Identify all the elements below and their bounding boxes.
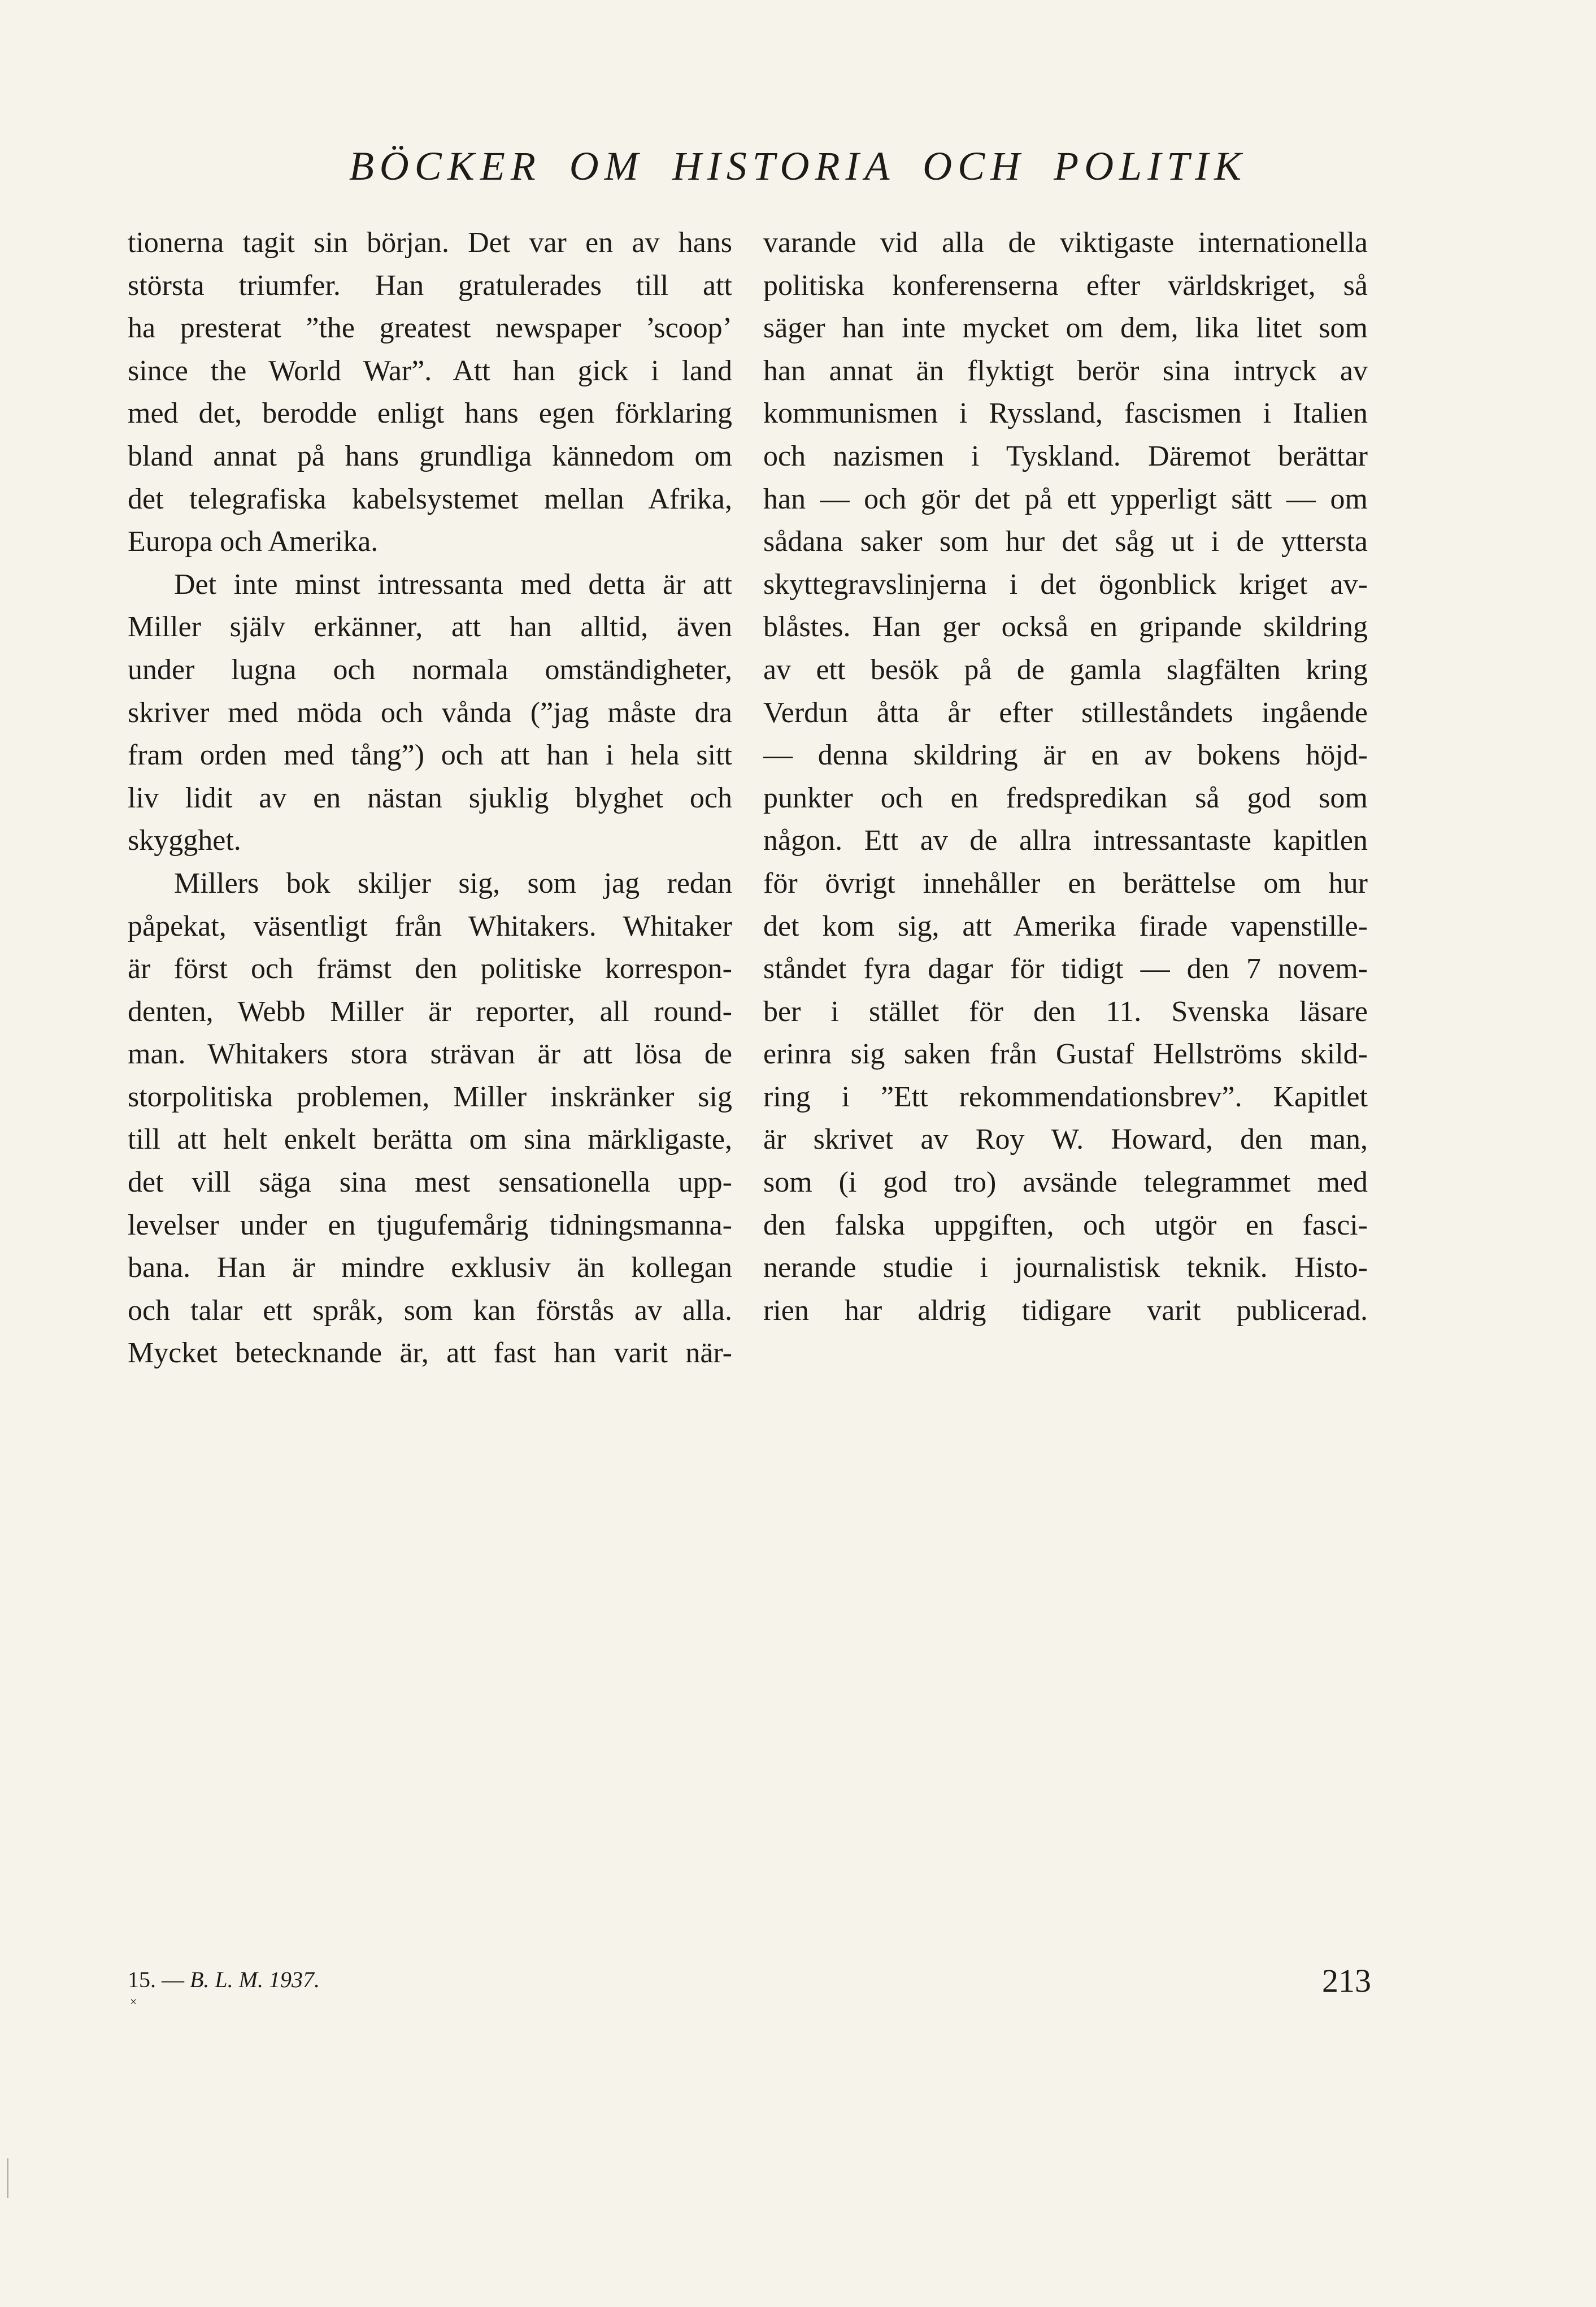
- text-line: Verdun åtta år efter stilleståndets ingående: [763, 696, 1368, 729]
- printer-mark: ×: [130, 1995, 137, 2009]
- signature-number: 15.: [128, 1967, 156, 1992]
- signature-dash: —: [162, 1967, 184, 1992]
- text-line: är först och främst den politiske korrespon-: [128, 953, 732, 985]
- footer-signature: [128, 1966, 320, 1993]
- text-line: han — och gör det på ett ypperligt sätt — om: [763, 483, 1368, 515]
- text-line: liv lidit av en nästan sjuklig blyghet och: [128, 781, 732, 814]
- text-line: som (i god tro) avsände telegrammet med: [763, 1166, 1368, 1199]
- text-line: av ett besök på de gamla slagfälten kring: [763, 653, 1368, 686]
- text-line: med det, berodde enligt hans egen förklaring: [128, 397, 732, 430]
- journal-reference: B. L. M. 1937.: [190, 1967, 320, 1992]
- text-line: någon. Ett av de allra intressantaste kapitlen: [763, 824, 1368, 857]
- text-line: bana. Han är mindre exklusiv än kollegan: [128, 1252, 732, 1284]
- text-line: punkter och en fredspredikan så god som: [763, 781, 1368, 814]
- text-line: levelser under en tjugufemårig tidningsmanna-: [128, 1209, 732, 1241]
- text-line: är skrivet av Roy W. Howard, den man,: [763, 1123, 1368, 1156]
- text-line: nerande studie i journalistisk teknik. Histo-: [763, 1252, 1368, 1284]
- text-line: det telegrafiska kabelsystemet mellan Afrika,: [128, 483, 732, 515]
- text-line: det kom sig, att Amerika firade vapenstille-: [763, 910, 1368, 942]
- text-line: för övrigt innehåller en berättelse om hur: [763, 867, 1368, 900]
- text-line: skriver med möda och vånda (”jag måste dra: [128, 696, 732, 729]
- text-line: — denna skildring är en av bokens höjd-: [763, 739, 1368, 772]
- text-line: rien har aldrig tidigare varit publicerad.: [763, 1294, 1368, 1327]
- left-column: [128, 221, 732, 1375]
- text-line: Det inte minst intressanta med detta är att: [174, 568, 732, 601]
- text-line: ber i stället för den 11. Svenska läsare: [763, 995, 1368, 1028]
- text-line: påpekat, väsentligt från Whitakers. Whitaker: [128, 910, 732, 942]
- text-line: största triumfer. Han gratulerades till att: [128, 269, 732, 302]
- text-line: blåstes. Han ger också en gripande skildring: [763, 611, 1368, 644]
- right-column: [763, 221, 1368, 1332]
- running-head: BÖCKER OM HISTORIA OCH POLITIK: [349, 144, 1247, 189]
- text-line: since the World War”. Att han gick i land: [128, 354, 732, 387]
- text-line: till att helt enkelt berätta om sina märkligaste,: [128, 1123, 732, 1156]
- text-line: ha presterat ”the greatest newspaper ’scoop’: [128, 312, 732, 345]
- text-line: erinra sig saken från Gustaf Hellströms skild-: [763, 1038, 1368, 1071]
- text-line: man. Whitakers stora strävan är att lösa de: [128, 1038, 732, 1071]
- text-line: säger han inte mycket om dem, lika litet som: [763, 312, 1368, 345]
- text-line: kommunismen i Ryssland, fascismen i Italien: [763, 397, 1368, 430]
- text-line: tionerna tagit sin början. Det var en av hans: [128, 227, 732, 259]
- text-line: och talar ett språk, som kan förstås av alla.: [128, 1294, 732, 1327]
- text-line: under lugna och normala omständigheter,: [128, 653, 732, 686]
- text-line: bland annat på hans grundliga kännedom om: [128, 440, 732, 472]
- text-line: Mycket betecknande är, att fast han varit när-: [128, 1337, 732, 1370]
- text-line: det vill säga sina mest sensationella upp-: [128, 1166, 732, 1199]
- text-line: varande vid alla de viktigaste internationella: [763, 227, 1368, 259]
- text-line: ring i ”Ett rekommendationsbrev”. Kapitlet: [763, 1080, 1368, 1113]
- text-line: han annat än flyktigt berör sina intryck av: [763, 354, 1368, 387]
- text-line: ståndet fyra dagar för tidigt — den 7 novem-: [763, 953, 1368, 985]
- text-line: och nazismen i Tyskland. Däremot berättar: [763, 440, 1368, 472]
- text-line: denten, Webb Miller är reporter, all round-: [128, 995, 732, 1028]
- text-line: politiska konferenserna efter världskriget, så: [763, 269, 1368, 302]
- margin-tick: [7, 2158, 8, 2198]
- text-line: storpolitiska problemen, Miller inskränker sig: [128, 1080, 732, 1113]
- text-line: fram orden med tång”) och att han i hela sitt: [128, 739, 732, 772]
- text-line: skyttegravslinjerna i det ögonblick kriget av-: [763, 568, 1368, 601]
- text-line: Europa och Amerika.: [128, 525, 379, 558]
- text-line: skygghet.: [128, 824, 241, 857]
- page-number: 213: [1322, 1962, 1371, 1999]
- text-line: Miller själv erkänner, att han alltid, även: [128, 611, 732, 644]
- text-line: sådana saker som hur det såg ut i de yttersta: [763, 525, 1368, 558]
- text-line: den falska uppgiften, och utgör en fasci-: [763, 1209, 1368, 1241]
- text-line: Millers bok skiljer sig, som jag redan: [174, 867, 732, 900]
